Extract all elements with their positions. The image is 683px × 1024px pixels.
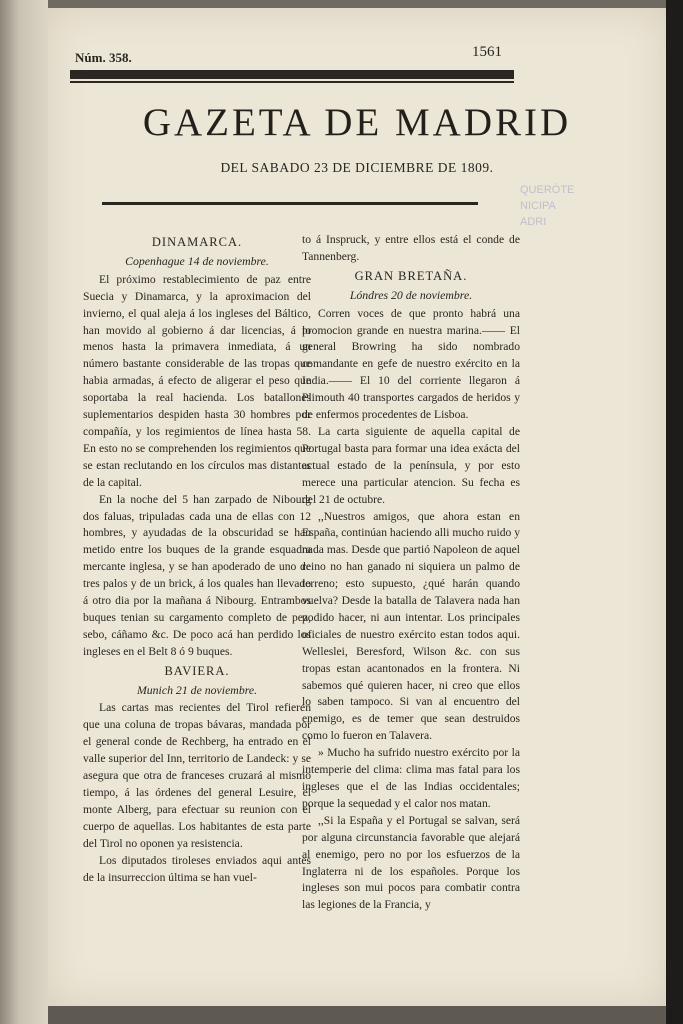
article-paragraph: El próximo restablecimiento de paz entre Suecia y Dinamarca, y la aproximacion del invierno, el qual aleja á los ingleses del Báltico, han movido al gobierno á dar licencias, á lo menos hasta la primavera inmediata, á un número bastante considerable de las tropas que habia armadas, á efecto de aligerar el peso que soportaba la real hacienda. Los batallones suplementarios despiden hasta 30 hombres por compañía, y los regimientos de línea hasta 58. En esto no se comprehenden los regimientos que se estan reclutando en los círculos mas distantes de la capital. [83, 272, 311, 489]
scan-border-bottom [48, 1006, 666, 1024]
left-column [83, 232, 311, 886]
stamp-line: ADRI [520, 216, 547, 228]
section-heading-dinamarca: DINAMARCA. [151, 235, 243, 249]
article-paragraph: » Mucho ha sufrido nuestro exército por la intemperie del clima: clima mas fatal para los ingleses que el de las Indias occidentales; porque la sequedad y el calor nos matan. [302, 746, 520, 810]
article-paragraph: Los diputados tiroleses enviados aqui antes de la insurreccion última se han vuel- [83, 853, 311, 884]
article-paragraph: Corren voces de que pronto habrá una promocion grande en nuestra marina.—— El general Browring ha sido nombrado comandante en gefe de nuestro exército en la India.—— El 10 del corriente llegaron á Plimouth 40 transportes cargados de heridos y de enfermos procedentes de Lisboa. [302, 306, 520, 422]
issue-number: Núm. 358. [75, 50, 132, 65]
masthead-title: GAZETA DE MADRID [142, 101, 572, 144]
right-column [302, 232, 520, 914]
article-paragraph: En la noche del 5 han zarpado de Nibourg dos faluas, tripuladas cada una de ellas con 12 hombres, y ayudadas de la obscuridad se han metido entre los buques de la grande esquadra mercante inglesa, y se han apoderado de uno de tres palos y de un brick, á los quales han llevado á otro dia por la mañana á Nibourg. Entrambos buques tenian su cargamento completo de pez, sebo, cáñamo &c. De poco acá han perdido los ingleses en el Belt 8 ó 9 buques. [83, 492, 311, 658]
top-rule-thick [70, 70, 514, 79]
article-paragraph: La carta siguiente de aquella capital de Portugal basta para formar una idea exácta del actual estado de la península, y por esto merece una particular atencion. Su fecha es del 21 de octubre. [302, 424, 520, 506]
top-rule-thin [70, 81, 514, 83]
article-paragraph: ,,Si la España y el Portugal se salvan, será por alguna circunstancia favorable que alejará al enemigo, pero no por los esfuerzos de la Inglaterra ni de los españoles. Porque los ingleses son mui pocos para combatir contra las legiones de la Francia, y [302, 813, 520, 912]
dateline-copenhague: Copenhague 14 de noviembre. [125, 253, 269, 268]
binding-edge [0, 0, 50, 1024]
stamp-line: QUERÓTE [520, 184, 575, 196]
article-paragraph: Las cartas mas recientes del Tirol refieren que una coluna de tropas bávaras, mandada por el general conde de Rechberg, ha entrado en el valle superior del Inn, territorio de Landeck: y se asegura que otra de franceses cruzará al mismo tiempo, á las órdenes del general Lesuire, el monte Alberg, para efectuar su reunion con el cuerpo de aquellas. Los habitantes de esta parte del Tirol no oponen ya resistencia. [83, 701, 311, 850]
article-paragraph: ,,Nuestros amigos, que ahora estan en España, continúan haciendo alli mucho ruido y nada mas. Desde que partió Napoleon de aquel reino no han ganado ni siquiera un palmo de terreno; esto supuesto, ¿qué harán quando vuelva? Desde la batalla de Talavera nada han podido hacer, ni aun intentar. Los principales oficiales de nuestro exército estan todos aqui. Welleslei, Beresford, Wilson &c. con sus tropas estan acantonados en la frontera. Ni sabemos qué quieren hacer, ni creo que ellos lo saben tampoco. Si van al encuentro del enemigo, es de temer que sean destruidos como lo fueron en Talavera. [302, 509, 520, 743]
section-heading-gran-bretana: GRAN BRETAÑA. [354, 268, 468, 283]
scan-border-right [666, 0, 683, 1024]
stamp-line: NICIPA [520, 200, 556, 212]
page-number: 1561 [472, 44, 502, 60]
library-stamp [520, 182, 586, 252]
header-rule [102, 202, 478, 205]
article-paragraph-continued: to á Inspruck, y entre ellos está el conde de Tannenberg. [302, 233, 520, 263]
issue-dateline: DEL SABADO 23 DE DICIEMBRE DE 1809. [220, 160, 494, 175]
dateline-londres: Lóndres 20 de noviembre. [349, 287, 473, 302]
dateline-munich: Munich 21 de noviembre. [136, 682, 258, 697]
section-heading-baviera: BAVIERA. [164, 663, 230, 678]
